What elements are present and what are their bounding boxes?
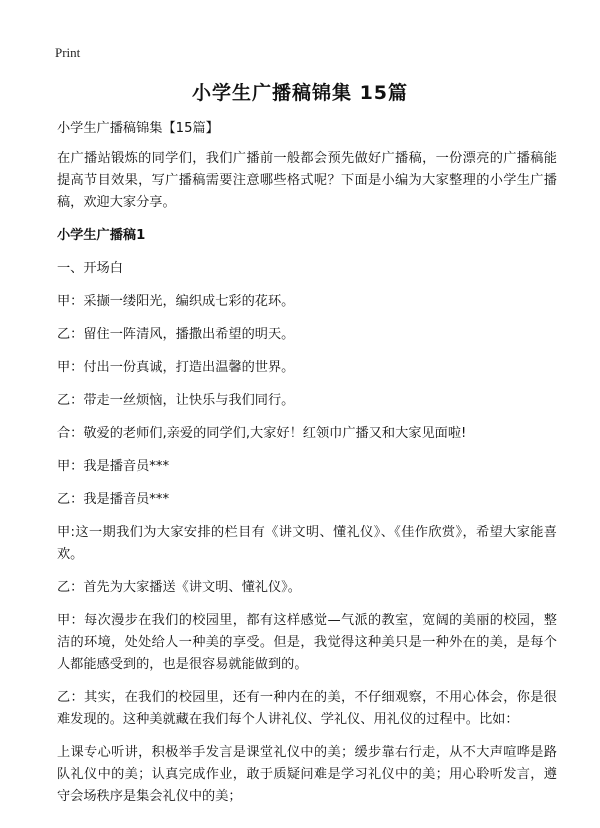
- paragraph: 一、开场白: [57, 261, 123, 276]
- paragraph: 甲：每次漫步在我们的校园里，都有这样感觉—气派的教室，宽阔的美丽的校园，整洁的环境，处处给人一种美的享受。但是，我觉得这种美只是一种外在的美，是每个人都能感受到的，也是很容易就能做到的。: [57, 613, 557, 672]
- paragraph: 甲：采撷一缕阳光，编织成七彩的花环。: [57, 294, 295, 309]
- paragraph: 甲：付出一份真诚，打造出温馨的世界。: [57, 360, 295, 375]
- paragraph: 上课专心听讲，积极举手发言是课堂礼仪中的美；缓步靠右行走，从不大声喧哗是路队礼仪中的美；认真完成作业，敢于质疑问难是学习礼仪中的美；用心聆听发言，遵守会场秩序是集会礼仪中的美；: [57, 745, 557, 804]
- intro-paragraph: 在广播站锻炼的同学们，我们广播前一般都会预先做好广播稿，一份漂亮的广播稿能提高节目效果，写广播稿需要注意哪些格式呢？下面是小编为大家整理的小学生广播稿，欢迎大家分享。: [57, 151, 557, 210]
- section-heading: 小学生广播稿1: [57, 228, 146, 243]
- paragraph: 甲:这一期我们为大家安排的栏目有《讲文明、懂礼仪》、《佳作欣赏》，希望大家能喜欢。: [57, 525, 557, 562]
- paragraph: 乙：首先为大家播送《讲文明、懂礼仪》。: [57, 580, 301, 595]
- paragraph: 乙：带走一丝烦恼，让快乐与我们同行。: [57, 393, 295, 408]
- paragraph: 乙：其实，在我们的校园里，还有一种内在的美，不仔细观察，不用心体会，你是很难发现的。这种美就藏在我们每个人讲礼仪、学礼仪、用礼仪的过程中。比如：: [57, 690, 557, 727]
- document-body: [57, 118, 557, 819]
- print-link[interactable]: Print: [55, 45, 81, 60]
- paragraph: 乙：留住一阵清风，播撒出希望的明天。: [57, 327, 295, 342]
- paragraph: 乙：我是播音员***: [57, 492, 170, 507]
- document-title: 小学生广播稿锦集 15篇: [191, 82, 409, 104]
- paragraph: 甲：我是播音员***: [57, 459, 170, 474]
- document-subtitle: 小学生广播稿锦集【15篇】: [57, 121, 219, 136]
- paragraph: 合：敬爱的老师们,亲爱的同学们,大家好！红领巾广播又和大家见面啦!: [57, 426, 467, 441]
